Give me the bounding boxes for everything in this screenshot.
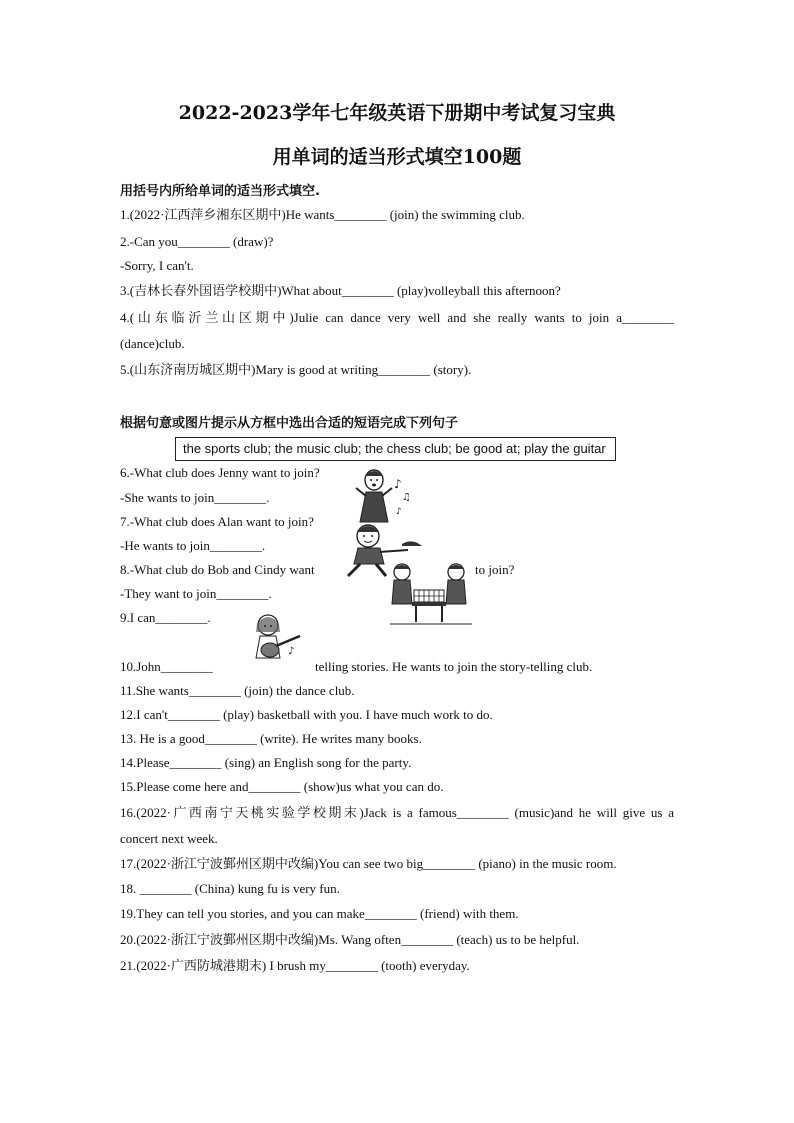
svg-text:♪: ♪	[288, 646, 295, 657]
question-4-cont: (dance)club.	[120, 336, 185, 351]
singing-girl-illustration	[350, 466, 420, 526]
guitar-girl-illustration	[248, 612, 304, 664]
question-2: 2.-Can you________ (draw)?	[120, 234, 274, 249]
question-6-answer: -She wants to join________.	[120, 490, 270, 505]
question-6: 6.-What club does Jenny want to join?	[120, 465, 320, 480]
section-heading-1: 用括号内所给单词的适当形式填空.	[120, 184, 320, 199]
document-title: 2022-2023学年七年级英语下册期中考试复习宝典	[178, 102, 616, 124]
chess-kids-illustration	[388, 560, 474, 626]
question-13: 13. He is a good________ (write). He writes many books.	[120, 731, 422, 746]
question-19: 19.They can tell you stories, and you can make________ (friend) with them.	[120, 906, 519, 921]
question-10: 10.John________	[120, 659, 213, 674]
question-16-cont: concert next week.	[120, 831, 218, 846]
question-8: 8.-What club do Bob and Cindy want	[120, 562, 315, 577]
question-4: 4.(山东临沂兰山区期中)Julie can dance very well and she really wants to join a________	[120, 310, 674, 325]
question-8-end: to join?	[475, 562, 515, 577]
question-5: 5.(山东济南历城区期中)Mary is good at writing________ (story).	[120, 362, 472, 377]
svg-text:♪: ♪	[394, 477, 402, 491]
question-12: 12.I can't________ (play) basketball with you. I have much work to do.	[120, 707, 493, 722]
section-heading-2: 根据句意或图片提示从方框中选出合适的短语完成下列句子	[120, 416, 459, 431]
question-15: 15.Please come here and________ (show)us what you can do.	[120, 779, 444, 794]
question-9: 9.I can________.	[120, 610, 211, 625]
question-20: 20.(2022·浙江宁波鄞州区期中改编)Ms. Wang often________ (teach) us to be helpful.	[120, 932, 580, 947]
question-21: 21.(2022·广西防城港期末) I brush my________ (tooth) everyday.	[120, 958, 470, 973]
document-subtitle: 用单词的适当形式填空100题	[272, 146, 522, 168]
question-3: 3.(吉林长春外国语学校期中)What about________ (play)volleyball this afternoon?	[120, 283, 561, 298]
question-1: 1.(2022·江西萍乡湘东区期中)He wants________ (join) the swimming club.	[120, 207, 525, 222]
question-7: 7.-What club does Alan want to join?	[120, 514, 314, 529]
question-18: 18. ________ (China) kung fu is very fun.	[120, 881, 340, 896]
question-14: 14.Please________ (sing) an English song for the party.	[120, 755, 412, 770]
question-10-end: telling stories. He wants to join the story-telling club.	[315, 659, 593, 674]
question-8-answer: -They want to join________.	[120, 586, 272, 601]
svg-text:♪: ♪	[396, 507, 402, 517]
question-11: 11.She wants________ (join) the dance club.	[120, 683, 355, 698]
question-2-answer: -Sorry, I can't.	[120, 258, 194, 273]
question-7-answer: -He wants to join________.	[120, 538, 266, 553]
question-16: 16.(2022·广西南宁天桃实验学校期末)Jack is a famous________ (music)and he will give us a	[120, 805, 674, 820]
phrase-box: the sports club; the music club; the chess club; be good at; play the guitar	[175, 437, 616, 461]
svg-text:♫: ♫	[402, 492, 411, 503]
question-17: 17.(2022·浙江宁波鄞州区期中改编)You can see two big________ (piano) in the music room.	[120, 856, 617, 871]
